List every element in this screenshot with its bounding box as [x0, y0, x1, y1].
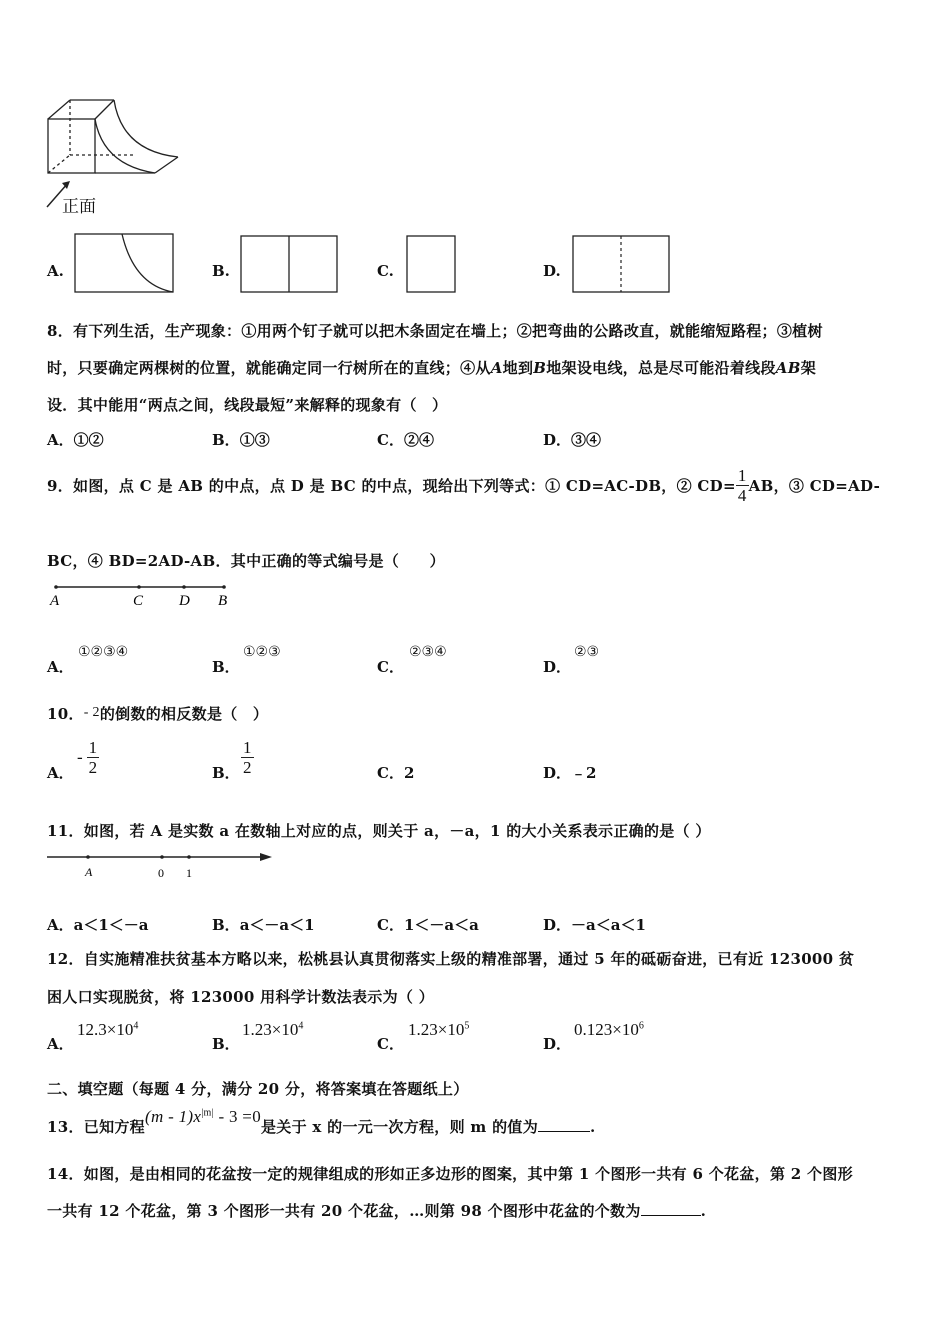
fraction-one-quarter: $\frac{1}{4}$	[737, 466, 747, 505]
q7-option-d-label: D.	[543, 262, 561, 280]
q12-option-b-value: $1.23\times 10^4$	[242, 1020, 304, 1039]
point-b-label: B	[218, 593, 228, 609]
q12-option-d-label: D．	[543, 1035, 572, 1053]
q11-option-c: C．1＜－a＜a	[377, 916, 479, 934]
axis-label-0: 0	[158, 866, 164, 880]
q12-option-a-label: A．	[47, 1035, 74, 1053]
q8-option-c: C．②④	[377, 431, 434, 449]
q9-option-b-label: B．	[212, 658, 240, 676]
q12-line1: 12．自实施精准扶贫基本方略以来，松桃县认真贯彻落实上级的精准部署，通过 5 年的砥砺奋进，已有近 123000 贫	[47, 950, 855, 968]
q9-option-c-text: ②③④	[409, 644, 447, 660]
q9-segment-diagram	[44, 578, 234, 610]
q13-equation: $(m - 1)x^{|m|} - 3 =0$	[144, 1107, 261, 1126]
q8-line3: 设．其中能用“两点之间，线段最短”来解释的现象有（ ）	[47, 396, 448, 414]
q12-option-d-value: $0.123\times 10^6$	[574, 1020, 644, 1039]
q9-option-b-text: ①②③	[243, 644, 281, 660]
q14-line1: 14．如图，是由相同的花盆按一定的规律组成的形如正多边形的图案，其中第 1 个图形一共有 6 个花盆，第 2 个图形	[47, 1165, 853, 1183]
q10-option-b-value: $\frac{1}{2}$	[243, 738, 252, 777]
q10-option-b-label: B．	[212, 764, 240, 782]
q7-option-b-view	[240, 235, 340, 295]
q8-option-b: B．①③	[212, 431, 270, 449]
answer-blank	[538, 1131, 590, 1132]
q11-option-b: B．a＜－a＜1	[212, 916, 315, 934]
q8-line1: 8．有下列生活，生产现象：①用两个钉子就可以把木条固定在墙上；②把弯曲的公路改直，就能缩短路程；③植树	[47, 322, 823, 340]
q9-option-a-text: ①②③④	[78, 644, 129, 660]
q8-option-d: D．③④	[543, 431, 602, 449]
q9-line1: 9．如图，点 C 是 AB 的中点，点 D 是 BC 的中点，现给出下列等式：① CD=AC-DB，② CD= $\frac{1}{4}$ AB，③ CD=AD-	[47, 466, 881, 505]
q12-line2: 困人口实现脱贫，将 123000 用科学计数法表示为（ ）	[47, 988, 434, 1006]
number-line	[44, 848, 276, 882]
q12-option-c-label: C．	[377, 1035, 404, 1053]
q10-option-a-value: - $\frac{1}{2}$	[77, 738, 98, 777]
q8-line2: 时，只要确定两棵树的位置，就能确定同一行树所在的直线；④从A地到B地架设电线，总是尽可能沿着线段AB架	[47, 359, 816, 377]
q12-option-b-label: B．	[212, 1035, 240, 1053]
q8-option-a: A．①②	[47, 431, 104, 449]
q11-option-a: A．a＜1＜－a	[47, 916, 149, 934]
q7-option-c-label: C.	[377, 262, 394, 280]
q9-option-a-label: A．	[47, 658, 74, 676]
q9-option-d-text: ②③	[574, 644, 600, 660]
front-label: 正面	[62, 197, 96, 217]
q12-option-a-value: $12.3\times 10^4$	[77, 1020, 139, 1039]
q10-option-a-label: A．	[47, 764, 74, 782]
q7-option-a-label: A.	[47, 262, 64, 280]
q7-option-b-label: B.	[212, 262, 230, 280]
q10-stem: 10．- 2的倒数的相反数是（ ）	[47, 705, 269, 723]
q7-option-d-view	[572, 235, 672, 295]
q7-option-a-view	[74, 233, 176, 295]
point-c-label: C	[133, 593, 144, 609]
q12-option-c-value: $1.23\times 10^5$	[408, 1020, 470, 1039]
axis-label-a: A	[85, 865, 93, 879]
front-face	[48, 119, 95, 173]
q9-option-d-label: D．	[543, 658, 572, 676]
q9-line2: BC，④ BD=2AD-AB．其中正确的等式编号是（ ）	[47, 552, 445, 570]
q11-stem: 11．如图，若 A 是实数 a 在数轴上对应的点，则关于 a，－a，1 的大小关系表示正确的是（ ）	[47, 822, 711, 840]
q10-option-d: D．﹣2	[543, 764, 597, 782]
point-a-label: A	[50, 593, 60, 609]
answer-blank	[641, 1215, 701, 1216]
axis-label-1: 1	[186, 866, 192, 880]
q10-option-c: C．2	[377, 764, 415, 782]
section-title: 二、填空题（每题 4 分，满分 20 分，将答案填在答题纸上）	[47, 1080, 469, 1098]
point-d-label: D	[179, 593, 190, 609]
arrow-head-icon	[260, 853, 272, 861]
q13-stem: 13．已知方程$(m - 1)x^{|m|} - 3 =0$是关于 x 的一元一次方程，则 m 的值为 .	[47, 1107, 596, 1136]
q11-option-d: D．－a＜a＜1	[543, 916, 646, 934]
q9-option-c-label: C．	[377, 658, 404, 676]
q14-line2: 一共有 12 个花盆，第 3 个图形一共有 20 个花盆，…则第 98 个图形中花盆的个数为 .	[47, 1202, 707, 1220]
q7-option-c-view	[406, 235, 458, 295]
